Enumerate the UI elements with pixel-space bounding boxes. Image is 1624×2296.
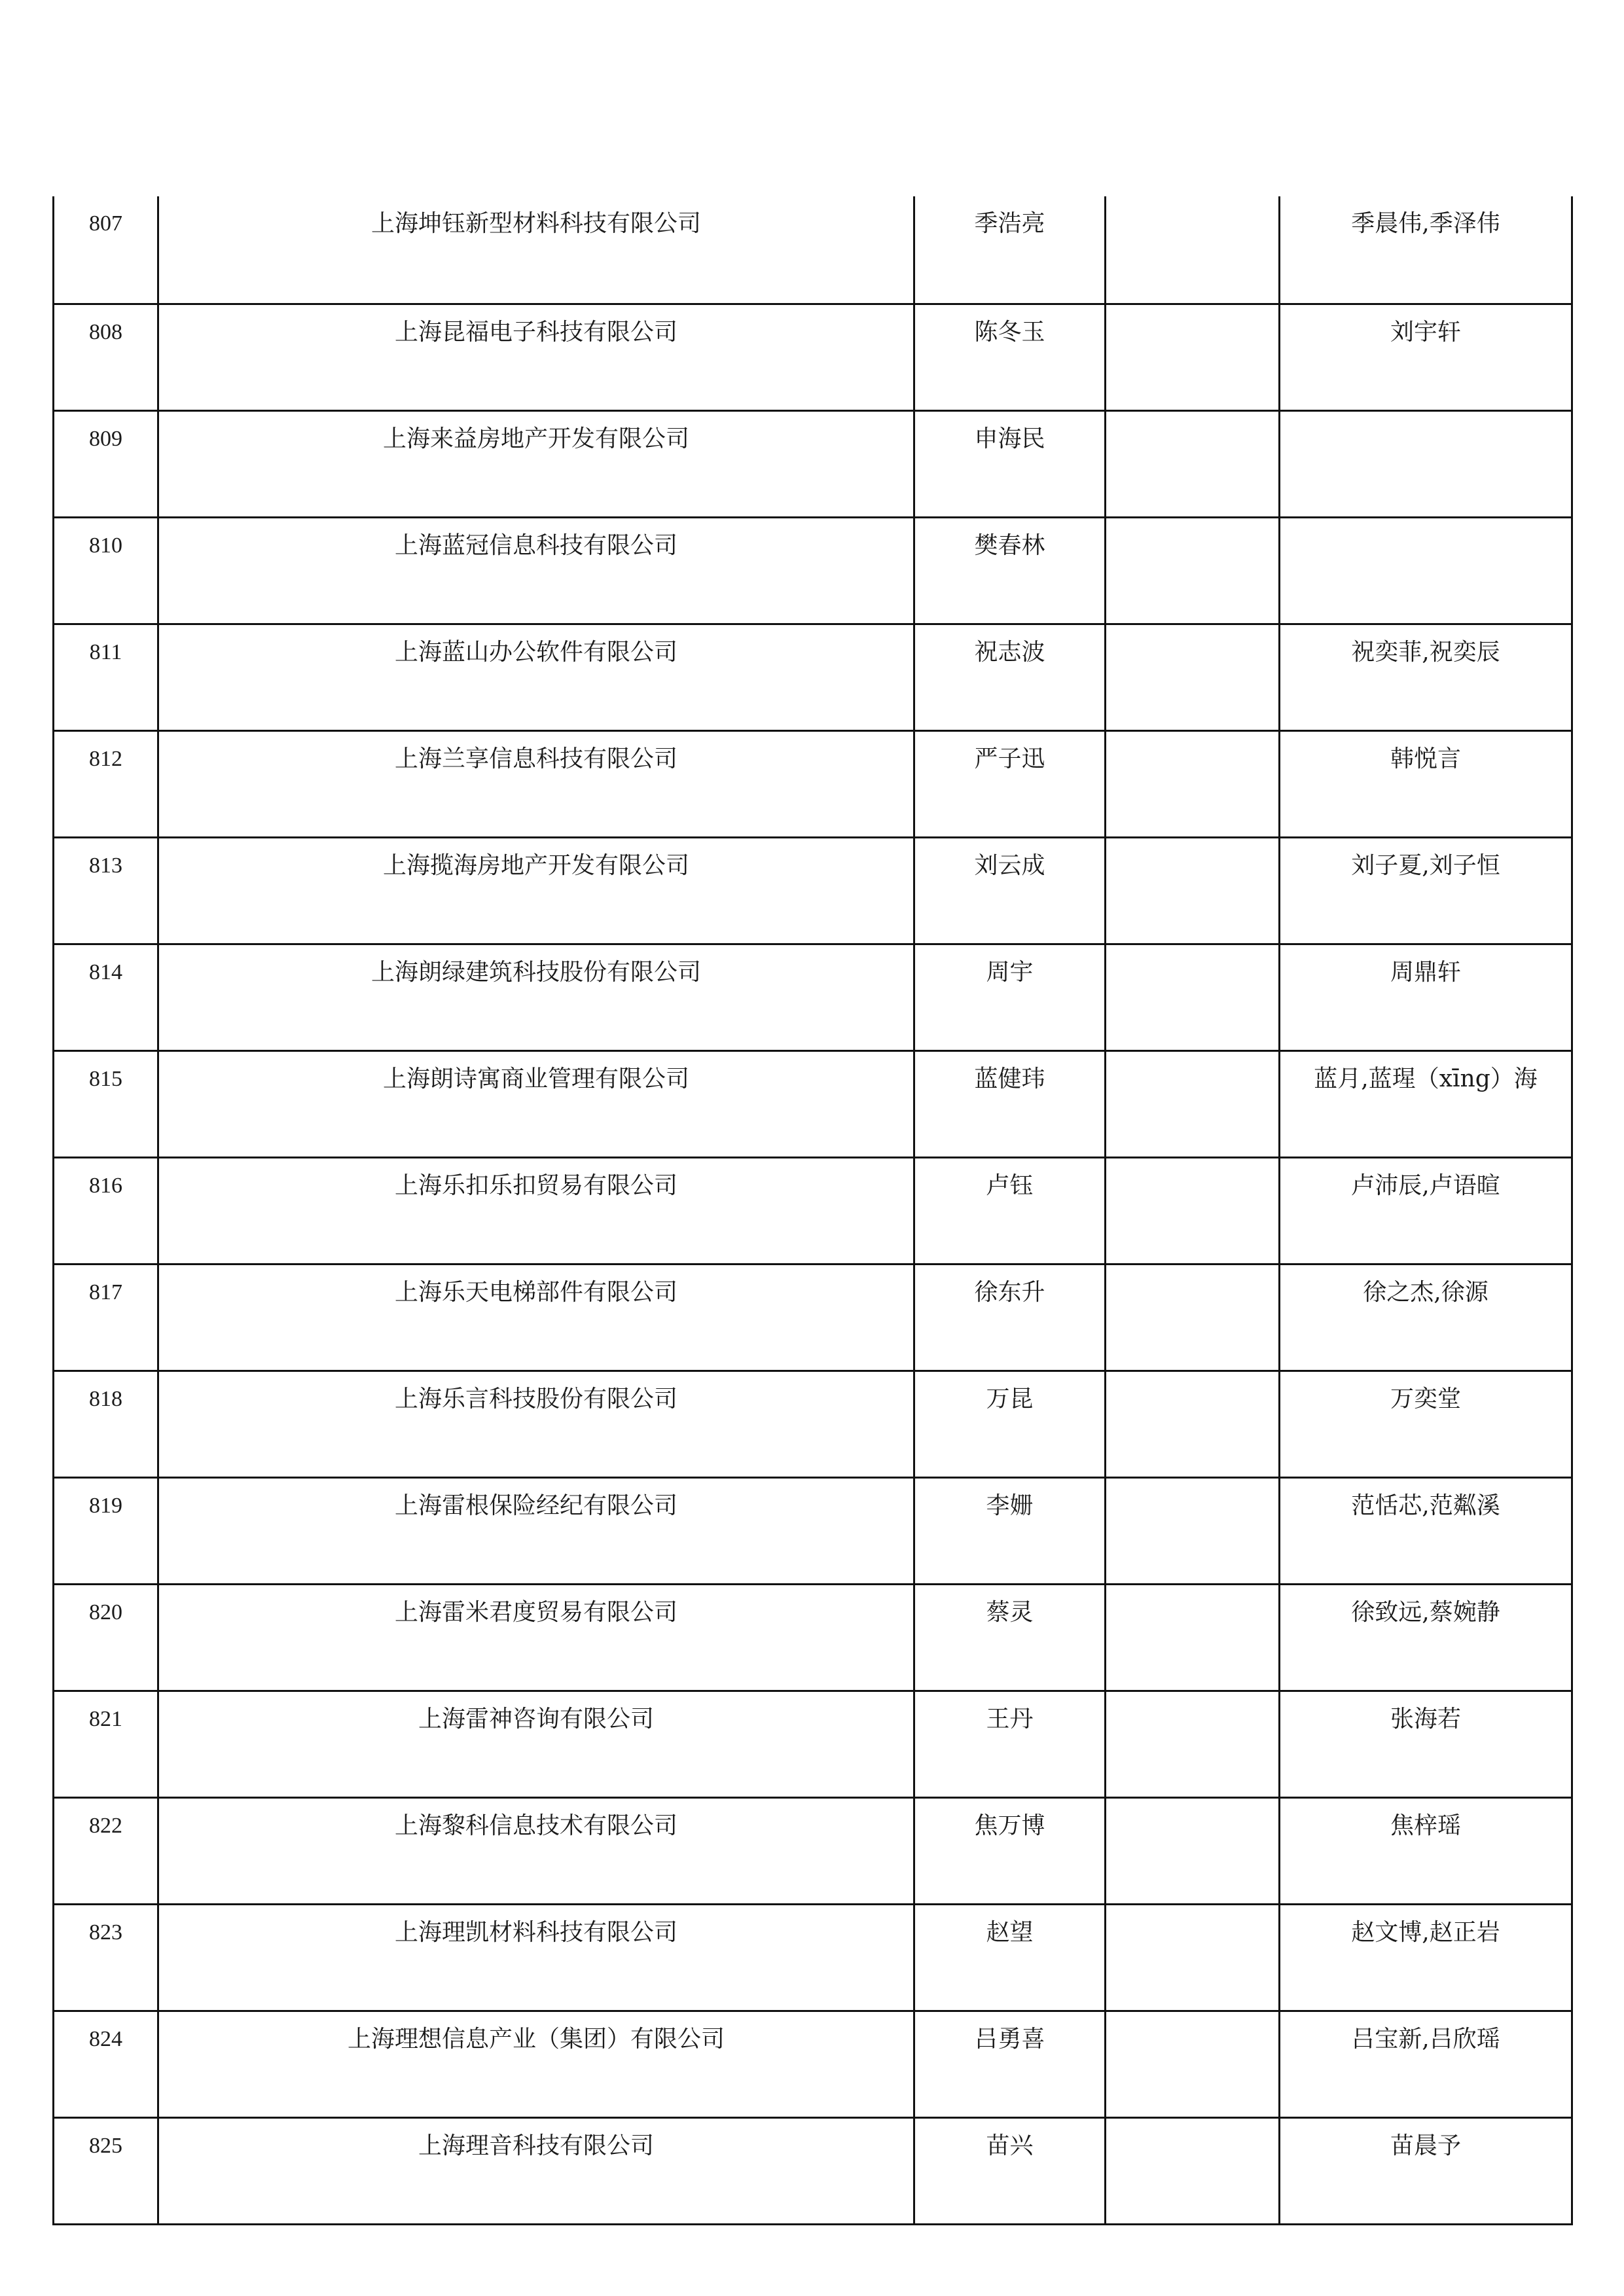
person-name: 申海民 (914, 411, 1106, 518)
person-name: 陈冬玉 (914, 304, 1106, 411)
company-name: 上海乐扣乐扣贸易有限公司 (158, 1158, 914, 1265)
table-row (54, 1905, 1572, 2011)
company-name: 上海昆福电子科技有限公司 (158, 304, 914, 411)
company-name: 上海坤钰新型材料科技有限公司 (158, 196, 914, 304)
children-names: 焦梓瑶 (1280, 1798, 1572, 1905)
company-name: 上海理凯材料科技有限公司 (158, 1905, 914, 2011)
company-name: 上海兰享信息科技有限公司 (158, 731, 914, 838)
row-number: 821 (54, 1691, 158, 1798)
blank-cell (1106, 1905, 1280, 2011)
row-number: 824 (54, 2011, 158, 2118)
children-names: 吕宝新,吕欣瑶 (1280, 2011, 1572, 2118)
table-row (54, 304, 1572, 411)
company-name: 上海雷米君度贸易有限公司 (158, 1585, 914, 1691)
row-number: 807 (54, 196, 158, 304)
children-names: 刘宇轩 (1280, 304, 1572, 411)
row-number: 811 (54, 624, 158, 731)
person-name: 万昆 (914, 1371, 1106, 1478)
row-number: 822 (54, 1798, 158, 1905)
person-name: 吕勇喜 (914, 2011, 1106, 2118)
person-name: 祝志波 (914, 624, 1106, 731)
company-name: 上海黎科信息技术有限公司 (158, 1798, 914, 1905)
table-row (54, 1158, 1572, 1265)
blank-cell (1106, 944, 1280, 1051)
blank-cell (1106, 1691, 1280, 1798)
blank-cell (1106, 1158, 1280, 1265)
row-number: 813 (54, 838, 158, 944)
person-name: 樊春林 (914, 518, 1106, 624)
row-number: 810 (54, 518, 158, 624)
blank-cell (1106, 1371, 1280, 1478)
children-names: 赵文博,赵正岩 (1280, 1905, 1572, 2011)
blank-cell (1106, 624, 1280, 731)
row-number: 808 (54, 304, 158, 411)
blank-cell (1106, 1265, 1280, 1371)
blank-cell (1106, 196, 1280, 304)
row-number: 817 (54, 1265, 158, 1371)
children-names: 季晨伟,季泽伟 (1280, 196, 1572, 304)
blank-cell (1106, 304, 1280, 411)
children-names: 苗晨予 (1280, 2118, 1572, 2225)
blank-cell (1106, 518, 1280, 624)
table-row (54, 1798, 1572, 1905)
children-names: 万奕堂 (1280, 1371, 1572, 1478)
company-name: 上海朗诗寓商业管理有限公司 (158, 1051, 914, 1158)
person-name: 徐东升 (914, 1265, 1106, 1371)
company-name: 上海乐天电梯部件有限公司 (158, 1265, 914, 1371)
person-name: 苗兴 (914, 2118, 1106, 2225)
children-names: 徐之杰,徐源 (1280, 1265, 1572, 1371)
table-row (54, 1478, 1572, 1585)
person-name: 卢钰 (914, 1158, 1106, 1265)
children-names: 徐致远,蔡婉静 (1280, 1585, 1572, 1691)
row-number: 816 (54, 1158, 158, 1265)
company-name: 上海乐言科技股份有限公司 (158, 1371, 914, 1478)
company-name: 上海理音科技有限公司 (158, 2118, 914, 2225)
company-name: 上海雷根保险经纪有限公司 (158, 1478, 914, 1585)
table-row (54, 731, 1572, 838)
children-names: 张海若 (1280, 1691, 1572, 1798)
table-row (54, 2118, 1572, 2225)
company-name: 上海理想信息产业（集团）有限公司 (158, 2011, 914, 2118)
person-name: 周宇 (914, 944, 1106, 1051)
table-row (54, 838, 1572, 944)
row-number: 814 (54, 944, 158, 1051)
blank-cell (1106, 411, 1280, 518)
table-row (54, 2011, 1572, 2118)
blank-cell (1106, 2011, 1280, 2118)
table-row (54, 1265, 1572, 1371)
children-names: 蓝月,蓝瑆（xīng）海 (1280, 1051, 1572, 1158)
table-row (54, 1371, 1572, 1478)
table-row (54, 944, 1572, 1051)
children-names (1280, 411, 1572, 518)
row-number: 818 (54, 1371, 158, 1478)
table-row (54, 1585, 1572, 1691)
table-row (54, 1691, 1572, 1798)
company-name: 上海蓝山办公软件有限公司 (158, 624, 914, 731)
blank-cell (1106, 1798, 1280, 1905)
company-name: 上海雷神咨询有限公司 (158, 1691, 914, 1798)
person-name: 严子迅 (914, 731, 1106, 838)
children-names: 祝奕菲,祝奕辰 (1280, 624, 1572, 731)
table-row (54, 411, 1572, 518)
person-name: 蓝健玮 (914, 1051, 1106, 1158)
company-name: 上海蓝冠信息科技有限公司 (158, 518, 914, 624)
children-names: 范恬芯,范粼溪 (1280, 1478, 1572, 1585)
blank-cell (1106, 1051, 1280, 1158)
person-name: 刘云成 (914, 838, 1106, 944)
children-names: 周鼎轩 (1280, 944, 1572, 1051)
roster-table (52, 196, 1573, 2225)
person-name: 赵望 (914, 1905, 1106, 2011)
person-name: 李姗 (914, 1478, 1106, 1585)
row-number: 820 (54, 1585, 158, 1691)
person-name: 焦万博 (914, 1798, 1106, 1905)
blank-cell (1106, 838, 1280, 944)
row-number: 812 (54, 731, 158, 838)
person-name: 王丹 (914, 1691, 1106, 1798)
company-name: 上海揽海房地产开发有限公司 (158, 838, 914, 944)
row-number: 823 (54, 1905, 158, 2011)
row-number: 825 (54, 2118, 158, 2225)
blank-cell (1106, 2118, 1280, 2225)
blank-cell (1106, 1478, 1280, 1585)
company-name: 上海朗绿建筑科技股份有限公司 (158, 944, 914, 1051)
table-row (54, 1051, 1572, 1158)
children-names (1280, 518, 1572, 624)
table-row (54, 196, 1572, 304)
table-row (54, 624, 1572, 731)
row-number: 815 (54, 1051, 158, 1158)
person-name: 蔡灵 (914, 1585, 1106, 1691)
company-name: 上海来益房地产开发有限公司 (158, 411, 914, 518)
blank-cell (1106, 731, 1280, 838)
row-number: 809 (54, 411, 158, 518)
person-name: 季浩亮 (914, 196, 1106, 304)
children-names: 卢沛辰,卢语暄 (1280, 1158, 1572, 1265)
roster-table-body (54, 196, 1572, 2225)
children-names: 韩悦言 (1280, 731, 1572, 838)
children-names: 刘子夏,刘子恒 (1280, 838, 1572, 944)
blank-cell (1106, 1585, 1280, 1691)
table-row (54, 518, 1572, 624)
row-number: 819 (54, 1478, 158, 1585)
